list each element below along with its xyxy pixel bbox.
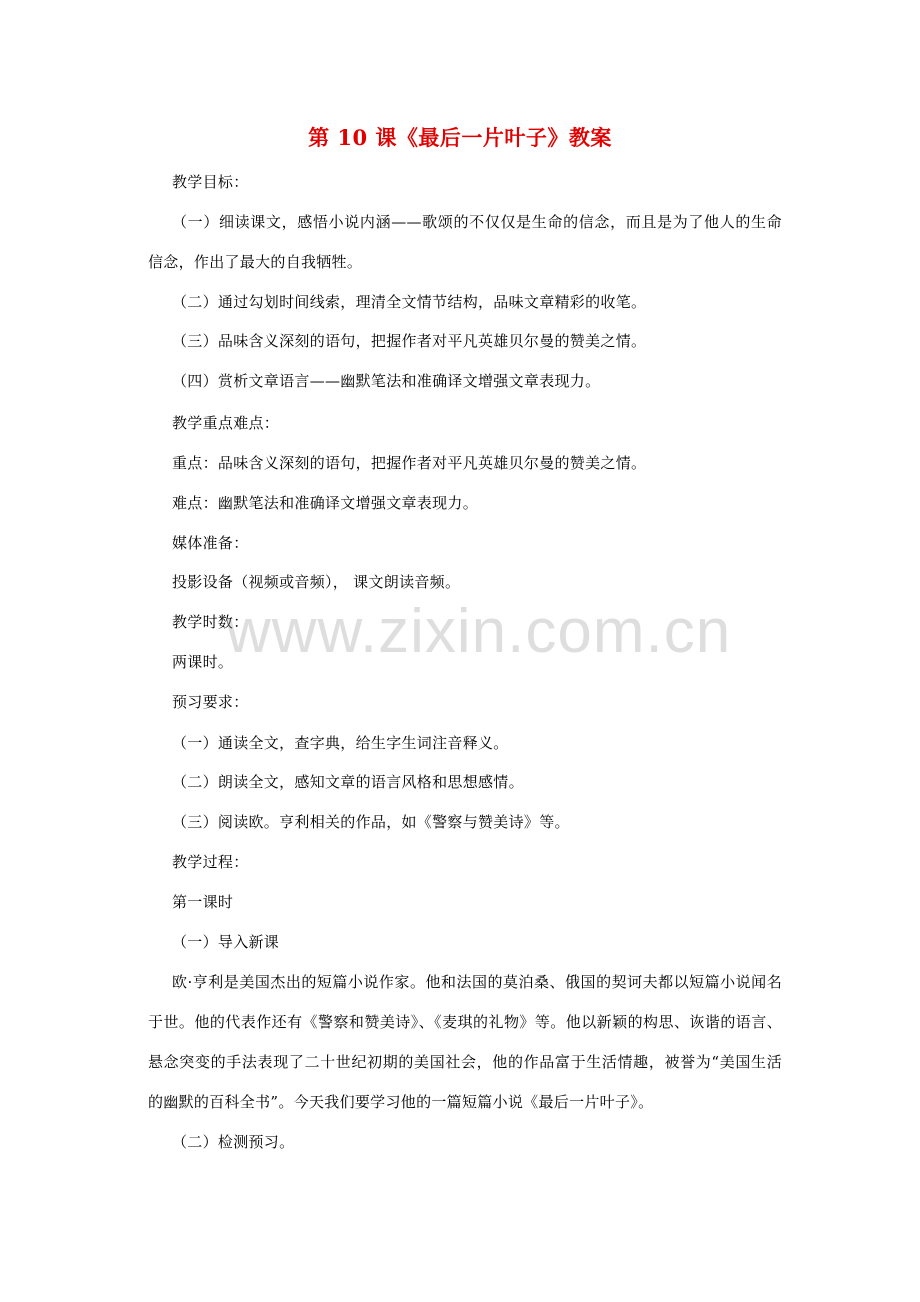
- watermark: www.zixin.com.cn: [226, 597, 732, 666]
- preview-1: （一）通读全文，查字典，给生字生词注音释义。: [172, 734, 509, 752]
- preview-3: （三）阅读欧。亨利相关的作品，如《警察与赞美诗》等。: [172, 813, 570, 831]
- media-heading: 媒体准备：: [172, 534, 249, 552]
- goal-1: （一）细读课文，感悟小说内涵——歌颂的不仅仅是生命的信念，而且是为了他人的生命信念，作出了最大的自我牺牲。: [148, 213, 782, 271]
- preview-heading: 预习要求：: [172, 693, 249, 711]
- first-lesson: 第一课时: [172, 893, 234, 911]
- hours-text: 两课时。: [172, 653, 234, 671]
- intro-paragraph: 欧·亨利是美国杰出的短篇小说作家。他和法国的莫泊桑、俄国的契诃夫都以短篇小说闻名于世。他的代表作还有《警察和赞美诗》、《麦琪的礼物》等。他以新颖的构思、诙谐的语言、悬念突变的手法表现了二十世纪初期的美国社会，他的作品富于生活情趣，被誉为“美国生活的幽默的百科全书”。今天我们要学习他的一篇短篇小说《最后一片叶子》。: [148, 973, 782, 1111]
- check-heading: （二）检测预习。: [172, 1133, 295, 1151]
- document-title: 第 10 课《最后一片叶子》教案: [308, 125, 612, 150]
- difficult-point: 难点：幽默笔法和准确译文增强文章表现力。: [172, 494, 479, 512]
- process-heading: 教学过程：: [172, 853, 249, 871]
- hours-heading: 教学时数：: [172, 613, 249, 631]
- goal-3: （三）品味含义深刻的语句，把握作者对平凡英雄贝尔曼的赞美之情。: [172, 332, 647, 350]
- preview-2: （二）朗读全文，感知文章的语言风格和思想感情。: [172, 773, 524, 791]
- goals-heading: 教学目标：: [172, 173, 249, 191]
- goal-4: （四）赏析文章语言——幽默笔法和准确译文增强文章表现力。: [172, 372, 601, 390]
- key-heading: 教学重点难点：: [172, 414, 280, 432]
- key-point: 重点：品味含义深刻的语句，把握作者对平凡英雄贝尔曼的赞美之情。: [172, 454, 647, 472]
- intro-heading: （一）导入新课: [172, 933, 280, 951]
- goal-2: （二）通过勾划时间线索，理清全文情节结构，品味文章精彩的收笔。: [172, 293, 647, 311]
- media-text: 投影设备（视频或音频）， 课文朗读音频。: [172, 573, 461, 591]
